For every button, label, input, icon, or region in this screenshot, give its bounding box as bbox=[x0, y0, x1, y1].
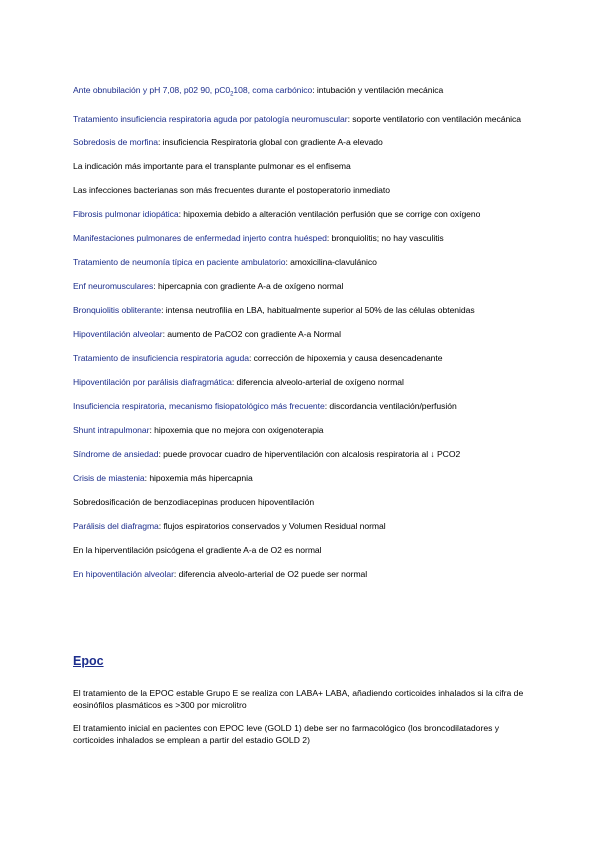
item-text: : hipoxemia debido a alteración ventilación perfusión que se corrige con oxígeno bbox=[178, 208, 481, 219]
item-text: Sobredosificación de benzodiacepinas producen hipoventilación bbox=[73, 496, 315, 507]
list-item bbox=[73, 84, 533, 101]
item-text: : diferencia alveolo-arterial de O2 puede ser normal bbox=[173, 568, 368, 579]
item-term: Hipoventilación por parálisis diafragmática bbox=[73, 376, 232, 387]
item-text: : bronquiolitis; no hay vasculitis bbox=[326, 232, 444, 243]
list-item bbox=[73, 496, 533, 508]
list-item bbox=[73, 400, 533, 412]
list-item bbox=[73, 352, 533, 364]
item-term: Crisis de miastenia bbox=[73, 472, 145, 483]
item-term: Tratamiento de neumonía típica en paciente ambulatorio bbox=[73, 256, 286, 267]
item-text: : flujos espiratorios conservados y Volumen Residual normal bbox=[158, 520, 386, 531]
list-item bbox=[73, 544, 533, 556]
list-item bbox=[73, 160, 533, 172]
section-paragraph: El tratamiento inicial en pacientes con EPOC leve (GOLD 1) debe ser no farmacológico (los broncodilatadores y corticoides inhalados se emplean a partir del estadio GOLD 2) bbox=[73, 723, 500, 745]
section-title: Epoc bbox=[73, 654, 104, 668]
item-text: : hipoxemia más hipercapnia bbox=[144, 472, 253, 483]
list-item bbox=[73, 113, 533, 125]
item-text: : intensa neutrofilia en LBA, habitualmente superior al 50% de las células obtenidas bbox=[161, 304, 475, 315]
item-term: En hipoventilación alveolar bbox=[73, 568, 174, 579]
list-item bbox=[73, 256, 533, 268]
item-text: En la hiperventilación psicógena el gradiente A-a de O2 es normal bbox=[73, 544, 322, 555]
item-term: Síndrome de ansiedad bbox=[73, 448, 159, 459]
list-item bbox=[73, 424, 533, 436]
section-paragraph: El tratamiento de la EPOC estable Grupo E se realiza con LABA+ LABA, añadiendo corticoides inhalados si la cifra de eosinófilos plasmáticos es >300 por microlitro bbox=[73, 688, 524, 710]
item-term: Bronquiolitis obliterante bbox=[73, 304, 162, 315]
list-item bbox=[73, 232, 533, 244]
item-text: : soporte ventilatorio con ventilación mecánica bbox=[347, 113, 522, 124]
list-item bbox=[73, 448, 533, 460]
notes-list bbox=[73, 84, 533, 580]
list-item bbox=[73, 520, 533, 532]
item-term: Shunt intrapulmonar bbox=[73, 424, 150, 435]
item-text: : intubación y ventilación mecánica bbox=[312, 85, 444, 95]
item-text: Las infecciones bacterianas son más frecuentes durante el postoperatorio inmediato bbox=[73, 184, 390, 195]
item-text: : insuficiencia Respiratoria global con gradiente A-a elevado bbox=[157, 136, 383, 147]
item-text: La indicación más importante para el transplante pulmonar es el enfisema bbox=[73, 160, 351, 171]
item-term: Fibrosis pulmonar idiopática bbox=[73, 208, 179, 219]
list-item bbox=[73, 208, 533, 220]
item-term: Sobredosis de morfina bbox=[73, 136, 158, 147]
list-item bbox=[73, 568, 533, 580]
list-item bbox=[73, 280, 533, 292]
item-text: : diferencia alveolo-arterial de oxígeno normal bbox=[231, 376, 404, 387]
list-item bbox=[73, 136, 533, 148]
item-text: : puede provocar cuadro de hiperventilación con alcalosis respiratoria al ↓ PCO2 bbox=[158, 448, 461, 459]
list-item bbox=[73, 304, 533, 316]
list-item bbox=[73, 376, 533, 388]
list-item bbox=[73, 328, 533, 340]
item-term: Ante obnubilación y pH 7,08, p02 90, $pC0_2108$, coma carbónico bbox=[73, 85, 313, 98]
item-term: Insuficiencia respiratoria, mecanismo fisiopatológico más frecuente bbox=[73, 400, 325, 411]
item-term: Tratamiento insuficiencia respiratoria aguda por patología neuromuscular bbox=[73, 113, 348, 124]
item-text: : amoxicilina-clavulánico bbox=[285, 256, 377, 267]
section-body bbox=[73, 687, 533, 757]
list-item bbox=[73, 184, 533, 196]
item-term: Tratamiento de insuficiencia respiratoria aguda bbox=[73, 352, 249, 363]
item-term: Enf neuromusculares bbox=[73, 280, 154, 291]
item-term: Hipoventilación alveolar bbox=[73, 328, 163, 339]
item-term: Manifestaciones pulmonares de enfermedad injerto contra huésped bbox=[73, 232, 327, 243]
item-text: : hipercapnia con gradiente A-a de oxígeno normal bbox=[153, 280, 344, 291]
item-term: Parálisis del diafragma bbox=[73, 520, 159, 531]
item-text: : aumento de PaCO2 con gradiente A-a Normal bbox=[162, 328, 341, 339]
item-text: : hipoxemia que no mejora con oxigenoterapia bbox=[149, 424, 324, 435]
item-text: : discordancia ventilación/perfusión bbox=[324, 400, 457, 411]
list-item bbox=[73, 472, 533, 484]
item-text: : corrección de hipoxemia y causa desencadenante bbox=[249, 352, 443, 363]
